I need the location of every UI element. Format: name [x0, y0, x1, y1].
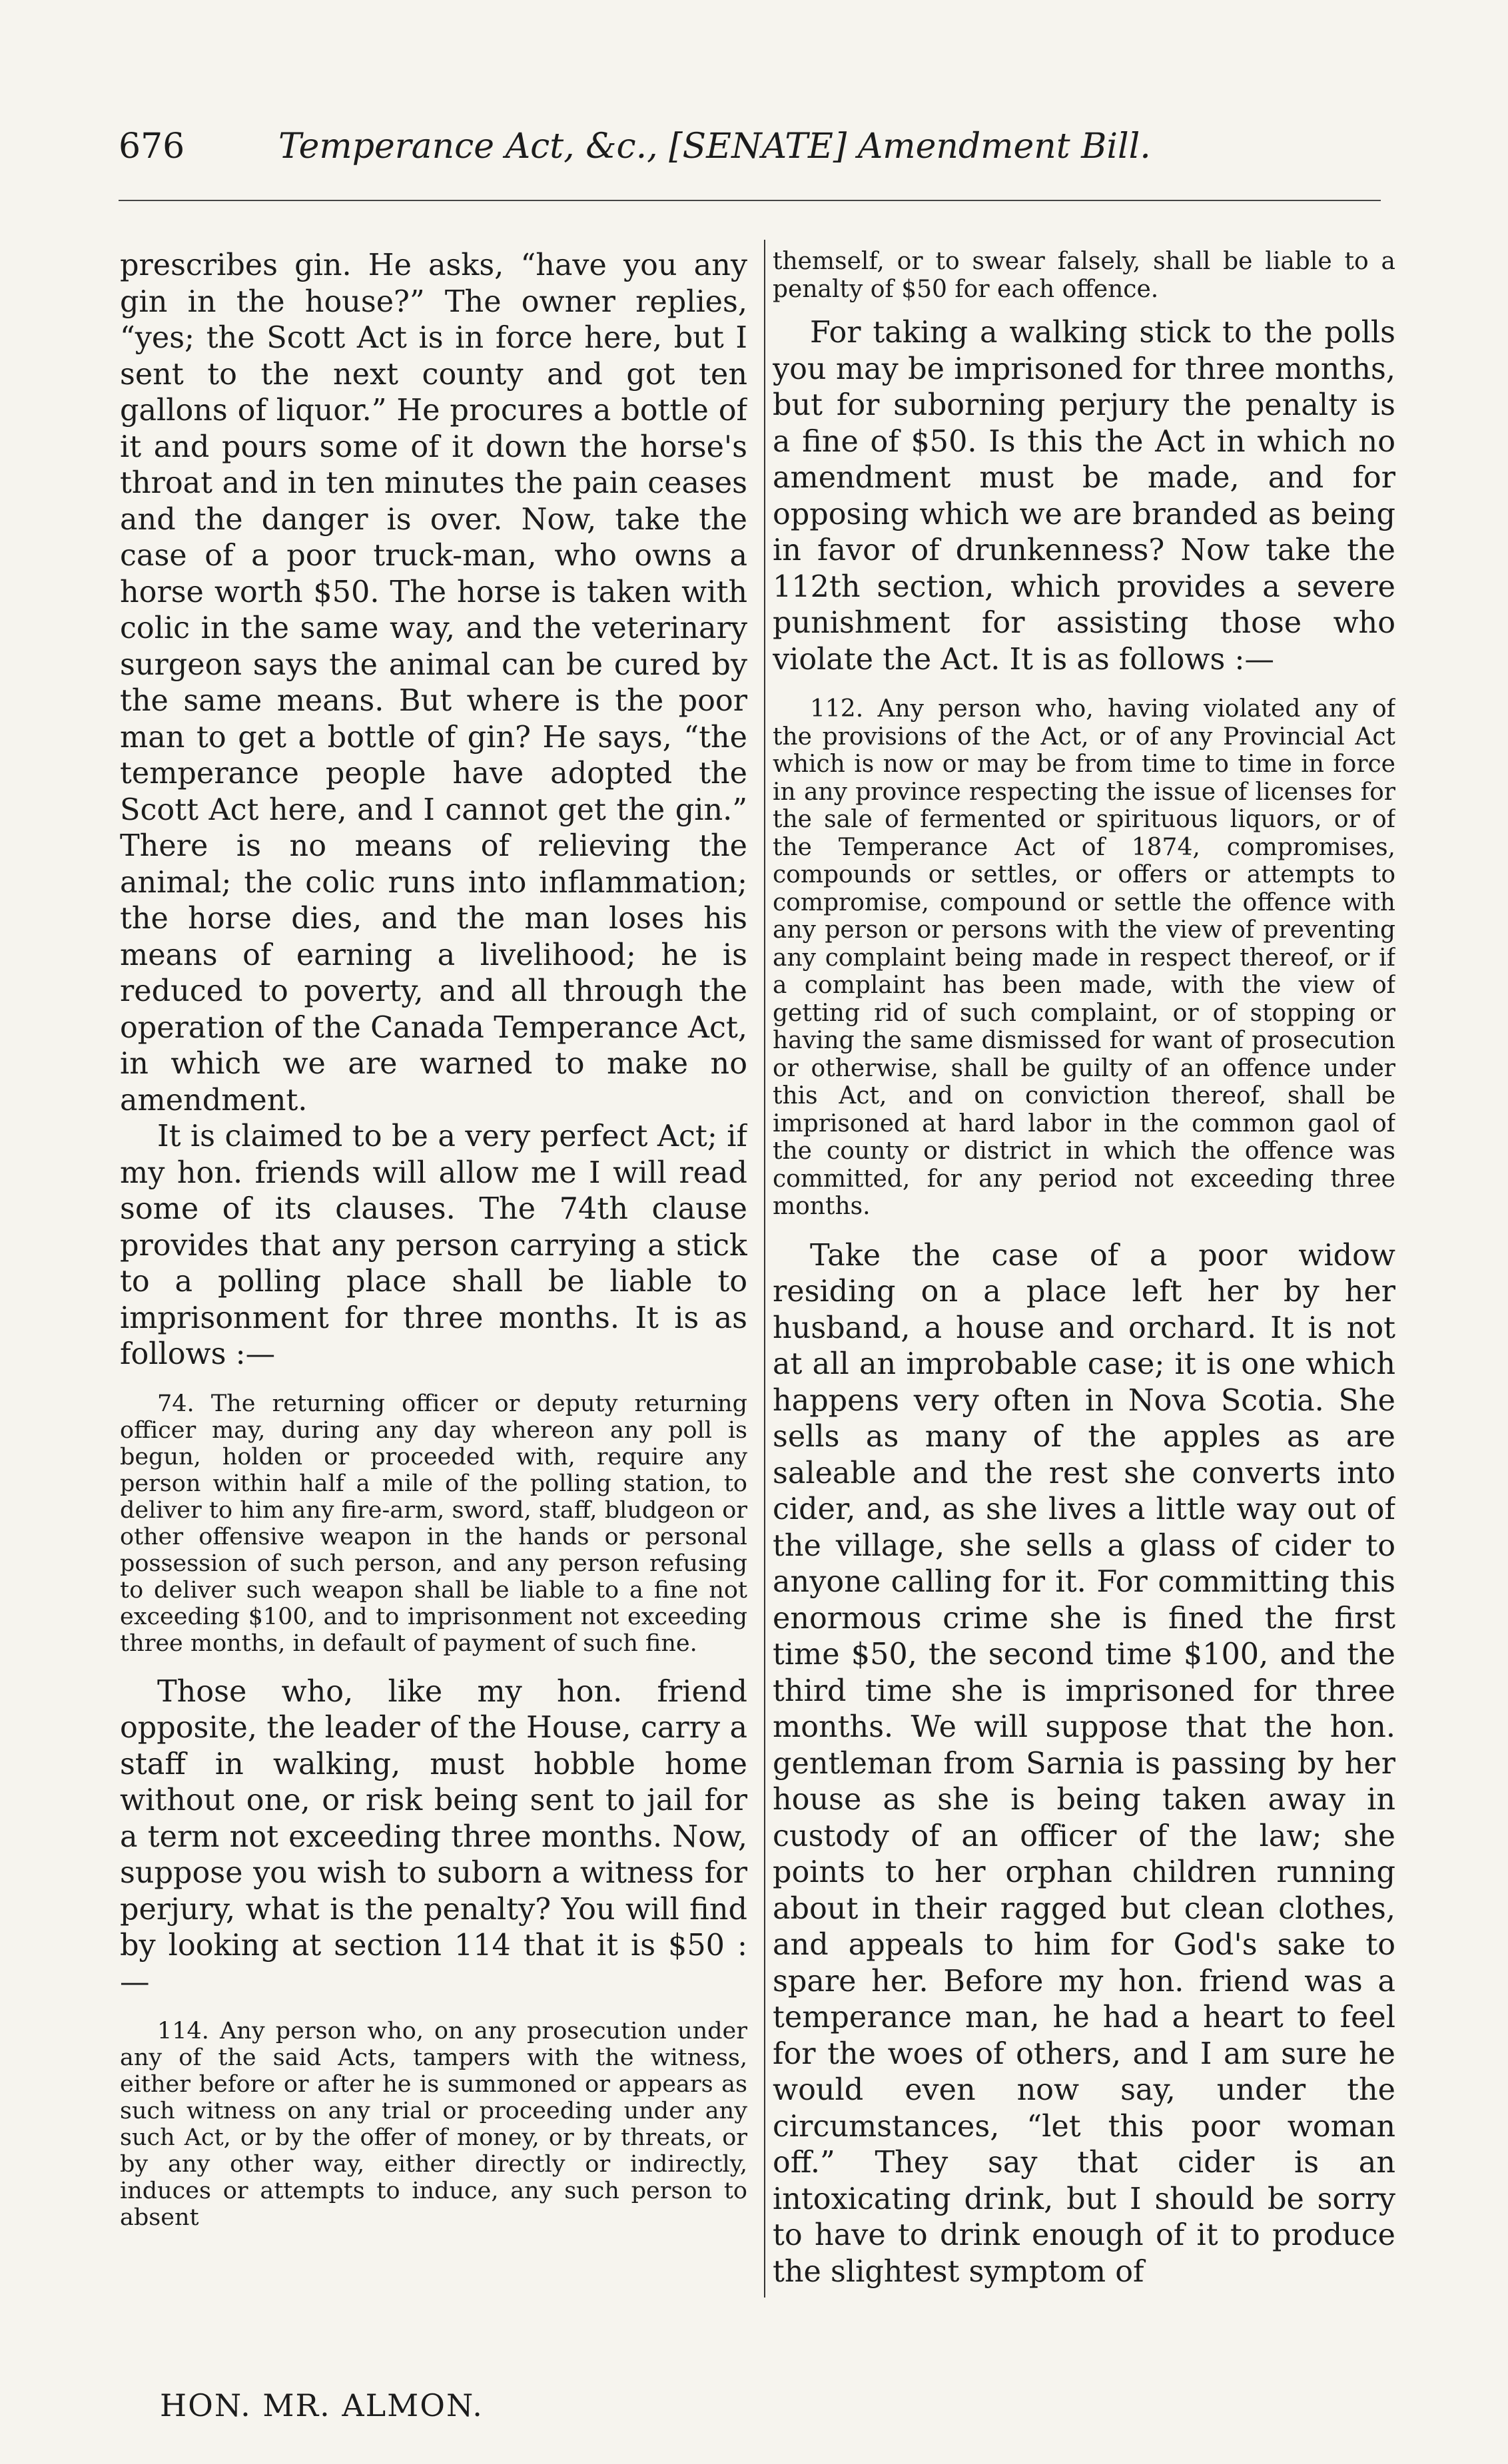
- right-column: [773, 248, 1395, 2290]
- quoted-clause-112: 112. Any person who, having violated any of the provisions of the Act, or of any Provincial Act which is now or may be from time to time in force in any province respecting the issue of licenses for the sale of fermented or spirituous liquors, or of the Temperance Act of 1874, compromises, compounds or settles, or offers or attempts to compromise, compound or settle the offence with any person or persons with the view of preventing any complaint being made in respect thereof, or if a complaint has been made, with the view of getting rid of such complaint, or of stopping or having the same dismissed for want of prosecution or otherwise, shall be guilty of an offence under this Act, and on conviction thereof, shall be imprisoned at hard labor in the common gaol of the county or district in which the offence was committed, for any period not exceeding three months.: [773, 695, 1395, 1220]
- page-header: [119, 127, 1384, 180]
- running-title: Temperance Act, &c., [SENATE] Amendment Bill.: [278, 127, 1151, 166]
- page-number: 676: [119, 127, 185, 166]
- header-rule: [119, 200, 1381, 201]
- quoted-clause-114: 114. Any person who, on any prosecution under any of the said Acts, tampers with the witness, either before or after he is summoned or appears as such witness on any trial or proceeding under any such Act, or by the offer of money, or by threats, or by any other way, either directly or indirectly, induces or attempts to induce, any such person to absent: [120, 2018, 747, 2231]
- paragraph: For taking a walking stick to the polls you may be imprisoned for three months, but for suborning perjury the penalty is a fine of $50. Is this the Act in which no amendment must be made, and for opposing which we are branded as being in favor of drunkenness? Now take the 112th section, which provides a severe punishment for assisting those who violate the Act. It is as follows :—: [773, 316, 1395, 677]
- paragraph: It is claimed to be a very perfect Act; if my hon. friends will allow me I will read some of its clauses. The 74th clause provides that any person carrying a stick to a polling place shall be liable to imprisonment for three months. It is as follows :—: [120, 1119, 747, 1371]
- quoted-clause-74: 74. The returning officer or deputy returning officer may, during any day whereon any poll is begun, holden or proceeded with, require any person within half a mile of the polling station, to deliver to him any fire-arm, sword, staff, bludgeon or other offensive weapon in the hands or personal possession of such person, and any person refusing to deliver such weapon shall be liable to a fine not exceeding $100, and to imprisonment not exceeding three months, in default of payment of such fine.: [120, 1390, 747, 1657]
- paragraph: Take the case of a poor widow residing on a place left her by her husband, a house and orchard. It is not at all an improbable case; it is one which happens very often in Nova Scotia. She sells as many of the apples as are saleable and the rest she converts into cider, and, as she lives a little way out of the village, she sells a glass of cider to anyone calling for it. For committing this enormous crime she is fined the first time $50, the second time $100, and the third time she is imprisoned for three months. We will suppose that the hon. gentleman from Sarnia is passing by her house as she is being taken away in custody of an officer of the law; she points to her orphan children running about in their ragged but clean clothes, and appeals to him for God's sake to spare her. Before my hon. friend was a temperance man, he had a heart to feel for the woes of others, and I am sure he would even now say, under the circumstances, “let this poor woman off.” They say that cider is an intoxicating drink, but I should be sorry to have to drink enough of it to produce the slightest symptom of: [773, 1238, 1395, 2289]
- quoted-clause-114-continued: themself, or to swear falsely, shall be liable to a penalty of $50 for each offence.: [773, 248, 1395, 303]
- paragraph: prescribes gin. He asks, “have you any gin in the house?” The owner replies, “yes; the Scott Act is in force here, but I sent to the next county and got ten gallons of liquor.” He procures a bottle of it and pours some of it down the horse's throat and in ten minutes the pain ceases and the danger is over. Now, take the case of a poor truck-man, who owns a horse worth $50. The horse is taken with colic in the same way, and the veterinary surgeon says the animal can be cured by the same means. But where is the poor man to get a bottle of gin? He says, “the temperance people have adopted the Scott Act here, and I cannot get the gin.” There is no means of relieving the animal; the colic runs into inflammation; the horse dies, and the man loses his means of earning a livelihood; he is reduced to poverty, and all through the operation of the Canada Temperance Act, in which we are warned to make no amendment.: [120, 248, 747, 1117]
- left-column: [120, 248, 747, 2231]
- paragraph: Those who, like my hon. friend opposite, the leader of the House, carry a staff in walking, must hobble home without one, or risk being sent to jail for a term not exceeding three months. Now, suppose you wish to suborn a witness for perjury, what is the penalty? You will find by looking at section 114 that it is $50 :—: [120, 1674, 747, 1999]
- column-divider: [764, 240, 765, 2298]
- speaker-footer: HON. MR. ALMON.: [160, 2387, 484, 2423]
